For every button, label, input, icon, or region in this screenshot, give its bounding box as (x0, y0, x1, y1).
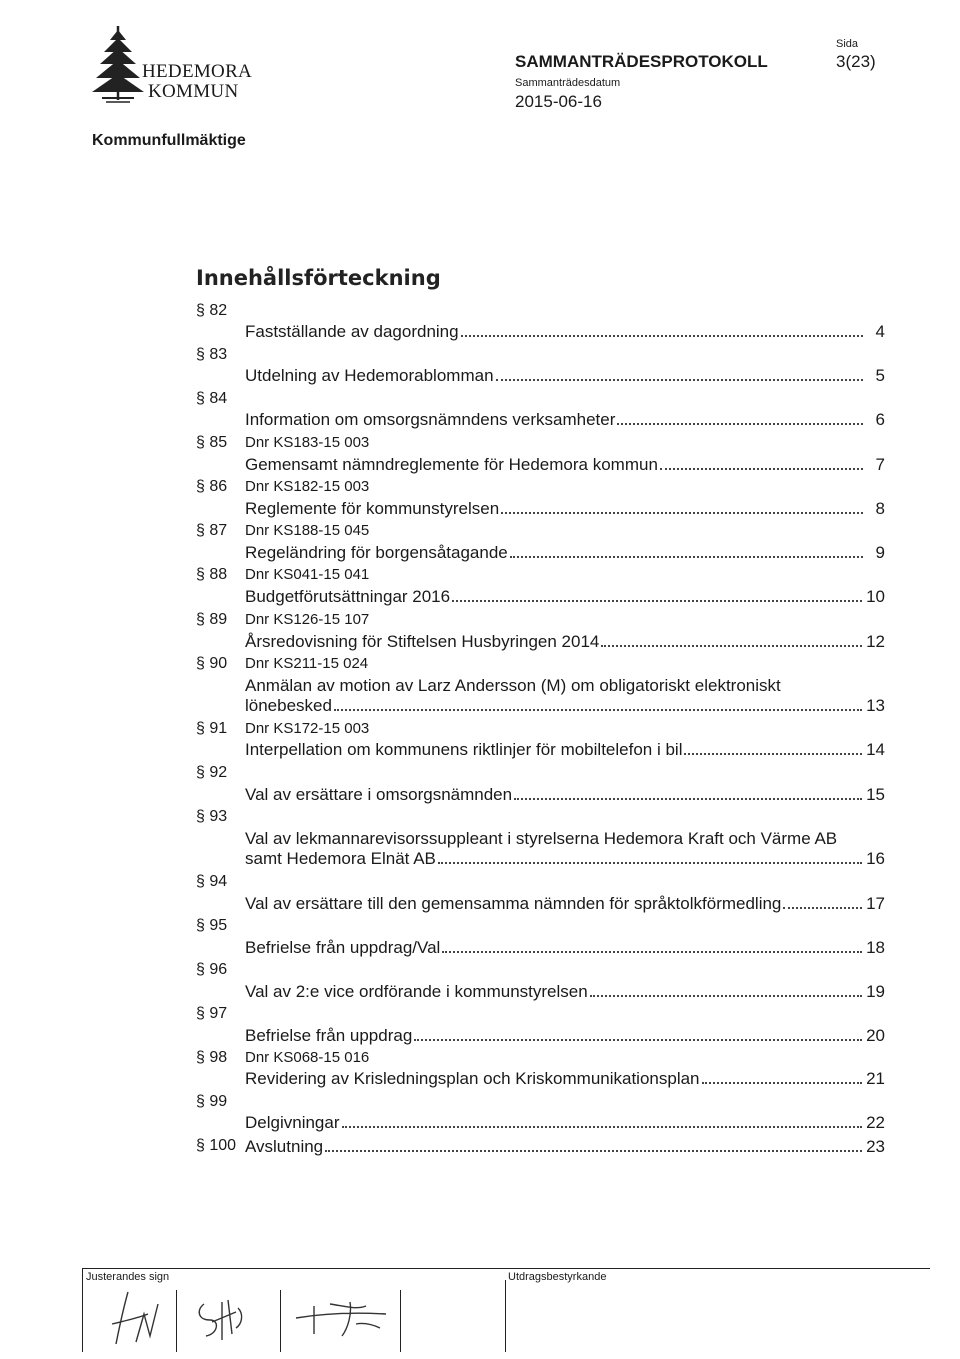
paragraph-number: § 90 (196, 655, 228, 672)
diary-number: Dnr KS172-15 003 (245, 720, 370, 737)
toc-entry-page: 5 (875, 366, 885, 385)
signature-1-icon (98, 1284, 168, 1350)
toc-entry-title: Interpellation om kommunens riktlinjer för mobiltelefon i bil (245, 740, 683, 759)
toc-entry-title: Budgetförutsättningar 2016 (245, 587, 451, 606)
toc-entry-page: 4 (875, 322, 885, 341)
toc-entry[interactable] (245, 499, 885, 519)
paragraph-number: § 100 (196, 1137, 237, 1154)
toc-entry[interactable] (245, 366, 885, 386)
toc-entry[interactable] (245, 829, 885, 869)
toc-entry[interactable] (245, 410, 885, 430)
toc-entry[interactable] (245, 1026, 885, 1046)
dot-leader (342, 1126, 863, 1128)
paragraph-number: § 87 (196, 522, 228, 539)
toc-entry[interactable] (245, 1069, 885, 1089)
dot-leader (660, 468, 863, 470)
dot-leader (590, 995, 862, 997)
dot-leader (510, 556, 863, 558)
toc-entry[interactable] (245, 455, 885, 475)
date-value: 2015-06-16 (515, 92, 602, 111)
paragraph-number: § 83 (196, 346, 228, 363)
toc-entry[interactable] (245, 785, 885, 805)
toc-entry-title: Val av ersättare i omsorgsnämnden (245, 785, 513, 804)
paragraph-number: § 96 (196, 961, 228, 978)
footer-top-rule (82, 1268, 930, 1269)
toc-entry-page: 20 (866, 1026, 885, 1045)
toc-entry-page: 13 (866, 696, 885, 715)
toc-entry-page: 8 (875, 499, 885, 518)
toc-entry[interactable] (245, 938, 885, 958)
footer-left-border (82, 1268, 83, 1352)
dot-leader (325, 1150, 862, 1152)
toc-entry-page: 19 (866, 982, 885, 1001)
dot-leader (702, 1082, 863, 1084)
toc-entry-page: 12 (866, 632, 885, 651)
justerande-label: Justerandes sign (86, 1271, 170, 1283)
toc-entry-title: Befrielse från uppdrag (245, 1026, 413, 1045)
toc-entry-page: 15 (866, 785, 885, 804)
utdrag-label: Utdragsbestyrkande (508, 1271, 607, 1283)
page-number: 3(23) (836, 52, 876, 71)
paragraph-number: § 82 (196, 302, 228, 319)
toc-entry[interactable] (245, 543, 885, 563)
logo-text (142, 62, 252, 102)
toc-entry-page: 14 (866, 740, 885, 759)
toc-entry[interactable] (245, 632, 885, 652)
toc-entry-page: 17 (866, 894, 885, 913)
toc-entry-title: Avslutning (245, 1137, 324, 1156)
protocol-title: SAMMANTRÄDESPROTOKOLL (515, 52, 768, 71)
dot-leader (496, 379, 863, 381)
paragraph-number: § 86 (196, 478, 228, 495)
toc-entry[interactable] (245, 894, 885, 914)
toc-entry-title: lönebesked (245, 696, 332, 715)
diary-number: Dnr KS183-15 003 (245, 434, 370, 451)
toc-entry[interactable] (245, 740, 885, 760)
toc-entry-title: Reglemente för kommunstyrelsen (245, 499, 500, 518)
dot-leader (501, 512, 863, 514)
signature-divider (400, 1290, 401, 1352)
signature-3-icon (290, 1284, 394, 1350)
toc-entry-page: 18 (866, 938, 885, 957)
dot-leader (414, 1039, 862, 1041)
paragraph-number: § 95 (196, 917, 228, 934)
toc-entry-title: Val av 2:e vice ordförande i kommunstyrelsen (245, 982, 588, 1001)
dot-leader (461, 335, 863, 337)
dot-leader (442, 951, 862, 953)
paragraph-number: § 85 (196, 434, 228, 451)
toc-title: Innehållsförteckning (196, 266, 441, 290)
signature-2-icon (192, 1284, 268, 1350)
dot-leader (684, 753, 862, 755)
toc-entry[interactable] (245, 1137, 885, 1157)
paragraph-number: § 94 (196, 873, 228, 890)
date-label: Sammanträdesdatum (515, 77, 621, 89)
logo-line-2: KOMMUN (148, 81, 239, 102)
toc-entry-title: samt Hedemora Elnät AB (245, 849, 436, 868)
toc-entry-page: 7 (875, 455, 885, 474)
toc-entry-page: 21 (866, 1069, 885, 1088)
toc-entry-title: Befrielse från uppdrag/Val (245, 938, 441, 957)
toc-entry-title-line1: Val av lekmannarevisorssuppleant i styrelserna Hedemora Kraft och Värme AB (245, 829, 838, 848)
toc-entry-title: Fastställande av dagordning (245, 322, 459, 341)
toc-entry-page: 16 (866, 849, 885, 868)
dot-leader (514, 798, 862, 800)
toc-entry-page: 9 (875, 543, 885, 562)
toc-entry-title: Utdelning av Hedemorablomman (245, 366, 494, 385)
toc-entry-title: Gemensamt nämndreglemente för Hedemora kommun (245, 455, 658, 474)
dot-leader (601, 645, 862, 647)
toc-entry-page: 10 (866, 587, 885, 606)
toc-entry[interactable] (245, 587, 885, 607)
signature-divider (176, 1290, 177, 1352)
diary-number: Dnr KS182-15 003 (245, 478, 370, 495)
toc-entry-title: Revidering av Krisledningsplan och Kriskommunikationsplan (245, 1069, 700, 1088)
toc-entry[interactable] (245, 1113, 885, 1133)
toc-entry-page: 6 (875, 410, 885, 429)
paragraph-number: § 88 (196, 566, 228, 583)
paragraph-number: § 89 (196, 611, 228, 628)
diary-number: Dnr KS188-15 045 (245, 522, 370, 539)
toc-entry-title: Information om omsorgsnämndens verksamheter (245, 410, 616, 429)
diary-number: Dnr KS126-15 107 (245, 611, 370, 628)
paragraph-number: § 84 (196, 390, 228, 407)
toc-entry[interactable] (245, 982, 885, 1002)
paragraph-number: § 98 (196, 1049, 228, 1066)
paragraph-number: § 97 (196, 1005, 228, 1022)
dot-leader (334, 709, 862, 711)
dot-leader (452, 600, 862, 602)
diary-number: Dnr KS041-15 041 (245, 566, 370, 583)
toc-entry[interactable] (245, 676, 885, 716)
dot-leader (617, 423, 863, 425)
paragraph-number: § 91 (196, 720, 228, 737)
page-label: Sida (836, 38, 859, 50)
diary-number: Dnr KS211-15 024 (245, 655, 369, 672)
logo-line-1: HEDEMORA (142, 61, 253, 82)
toc-entry-page: 22 (866, 1113, 885, 1132)
toc-entry-title: Val av ersättare till den gemensamma nämnden för språktolkförmedling (245, 894, 782, 913)
diary-number: Dnr KS068-15 016 (245, 1049, 370, 1066)
toc-entry-title: Regeländring för borgensåtagande (245, 543, 508, 562)
signature-divider (280, 1290, 281, 1352)
dot-leader (783, 907, 862, 909)
toc-entry[interactable] (245, 322, 885, 342)
hedemora-tree-logo-icon (88, 24, 148, 104)
toc-entry-page: 23 (866, 1137, 885, 1156)
footer-divider (505, 1280, 506, 1352)
organ-name: Kommunfullmäktige (92, 132, 246, 149)
dot-leader (438, 862, 862, 864)
toc-entry-title-line1: Anmälan av motion av Larz Andersson (M) om obligatoriskt elektroniskt (245, 676, 781, 695)
paragraph-number: § 93 (196, 808, 228, 825)
paragraph-number: § 99 (196, 1093, 228, 1110)
toc-entry-title: Delgivningar (245, 1113, 340, 1132)
toc-entry-title: Årsredovisning för Stiftelsen Husbyringen 2014 (245, 632, 600, 651)
paragraph-number: § 92 (196, 764, 228, 781)
